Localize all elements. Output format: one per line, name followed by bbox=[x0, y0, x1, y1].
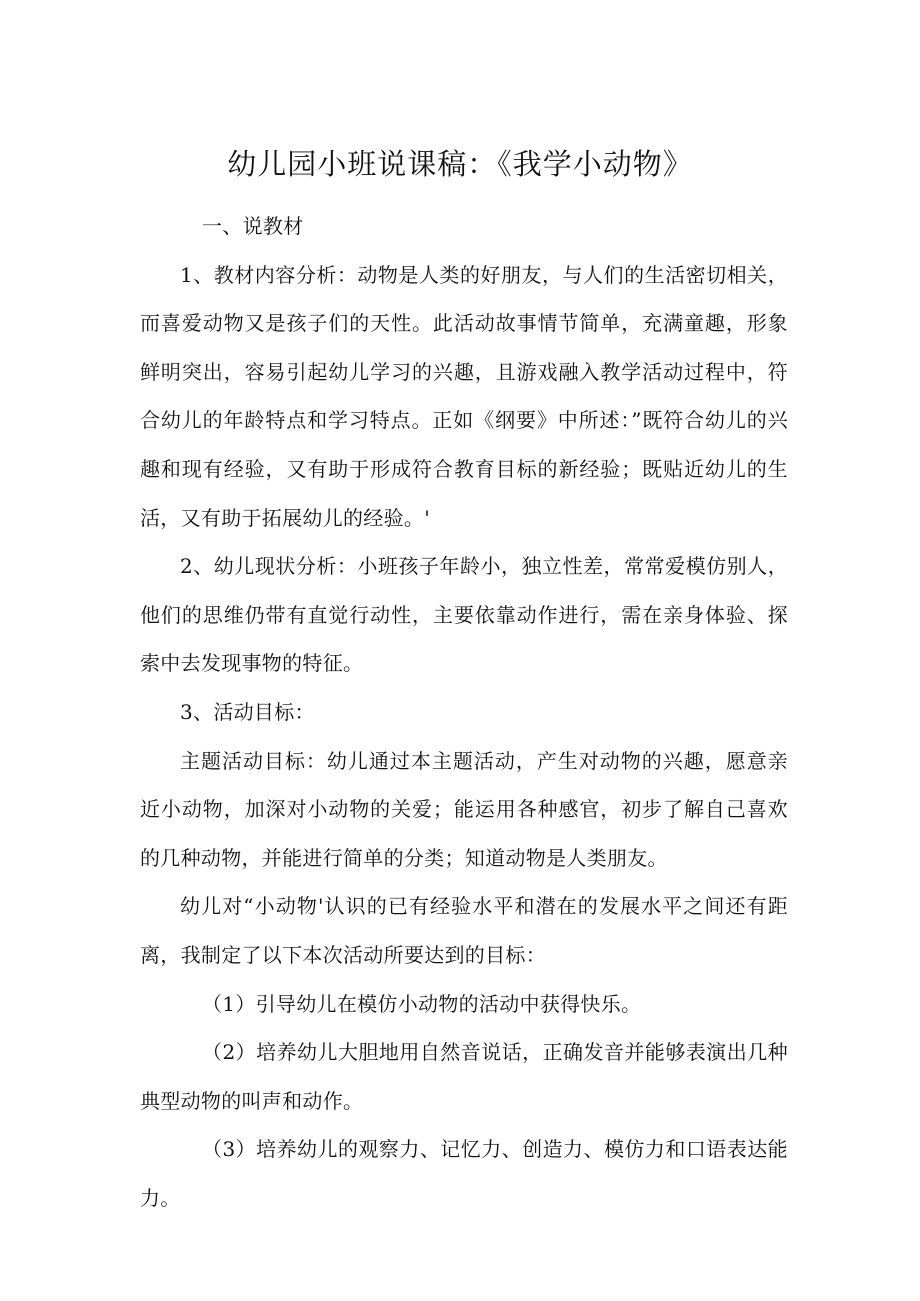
paragraph-goal-intro: 幼儿对“小动物'认识的已有经验水平和潜在的发展水平之间还有距离，我制定了以下本次活动所要达到的目标： bbox=[140, 894, 788, 967]
paragraph-material-analysis: 1、教材内容分析：动物是人类的好朋友，与人们的生活密切相关，而喜爱动物又是孩子们的天性。此活动故事情节简单，充满童趣，形象鲜明突出，容易引起幼儿学习的兴趣，且游戏融入教学活动过程中，符合幼儿的年龄特点和学习特点。正如《纲要》中所述：”既符合幼儿的兴趣和现有经验，又有助于形成符合教育目标的新经验；既贴近幼儿的生活，又有助于拓展幼儿的经验。' bbox=[140, 262, 788, 530]
paragraph-children-status: 2、幼儿现状分析：小班孩子年龄小，独立性差，常常爱模仿别人，他们的思维仍带有直觉行动性，主要依靠动作进行，需在亲身体验、探索中去发现事物的特征。 bbox=[140, 554, 788, 676]
paragraph-activity-goals-heading: 3、活动目标： bbox=[180, 699, 315, 724]
section-heading-teaching-material: 一、说教材 bbox=[202, 214, 304, 238]
document-title: 幼儿园小班说课稿：《我学小动物》 bbox=[227, 147, 693, 181]
list-item-goal-1: （1）引导幼儿在模仿小动物的活动中获得快乐。 bbox=[202, 991, 642, 1016]
document-body bbox=[140, 202, 788, 1222]
list-item-goal-3: （3）培养幼儿的观察力、记忆力、创造力、模仿力和口语表达能力。 bbox=[140, 1137, 788, 1210]
list-item-goal-2: （2）培养幼儿大胆地用自然音说话，正确发音并能够表演出几种典型动物的叫声和动作。 bbox=[140, 1040, 788, 1113]
paragraph-theme-goals: 主题活动目标：幼儿通过本主题活动，产生对动物的兴趣，愿意亲近小动物，加深对小动物的关爱；能运用各种感官，初步了解自己喜欢的几种动物，并能进行简单的分类；知道动物是人类朋友。 bbox=[140, 748, 788, 870]
